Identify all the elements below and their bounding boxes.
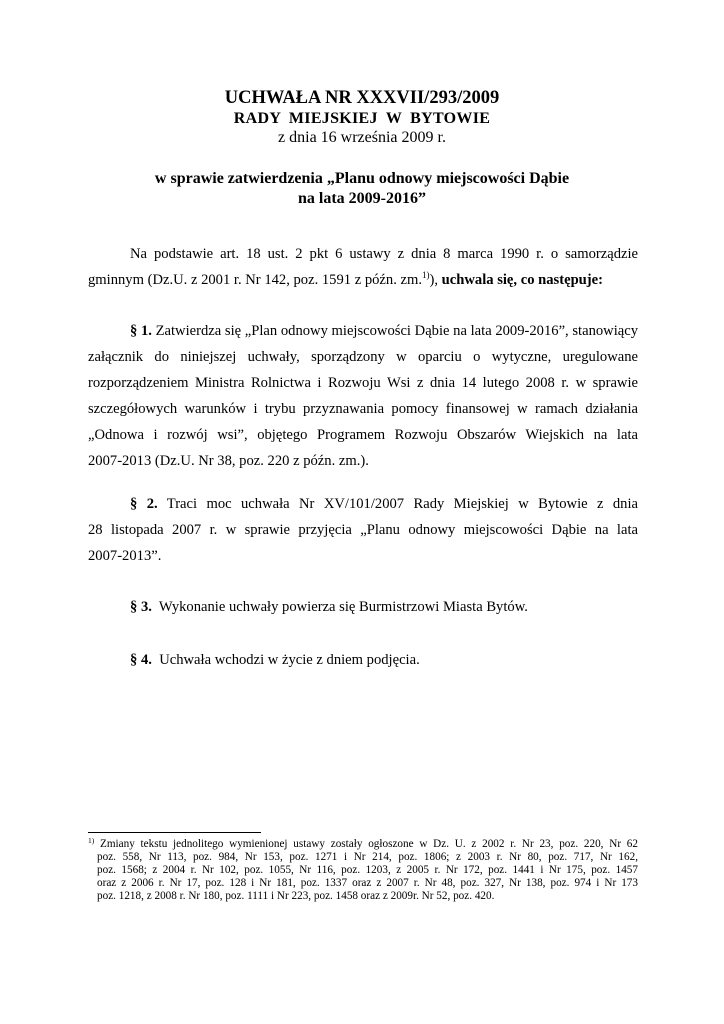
legal-basis-paragraph [88,241,638,293]
legal-basis-line: Na podstawie art. 18 ust. 2 pkt 6 ustawy z dnia 8 marca 1990 r. o samorządzie [130,246,638,262]
legal-basis-text: ), [429,272,442,288]
section-3-line [88,594,638,620]
section-2-line: 2007-2013”. [88,548,162,564]
footnote-separator [88,832,261,833]
section-mark: § 2. [130,496,158,512]
section-2-line [88,491,638,517]
section-mark: § 1. [130,323,152,339]
footnote-reference: 1) [421,270,430,280]
section-mark: § 3. [130,599,152,615]
section-1-line: szczegółowych warunków i trybu przyznawania pomocy finansowej w ramach działania [88,401,638,417]
resolution-title: UCHWAŁA NR XXXVII/293/2009 [224,88,500,108]
section-1-line: „Odnowa i rozwój wsi”, objętego Programem Rozwoju Obszarów Wiejskich na lata [88,427,638,443]
council-name: RADY MIEJSKIEJ W BYTOWIE [233,110,491,127]
footnote [88,838,638,903]
section-4-paragraph [88,647,638,673]
section-4-line [88,647,638,673]
enacting-clause: uchwala się, co następuje: [441,272,603,288]
section-3-paragraph [88,594,638,620]
section-2-line: 28 listopada 2007 r. w sprawie przyjęcia „Planu odnowy miejscowości Dąbie na lata [88,522,638,538]
section-1-line: rozporządzeniem Ministra Rolnictwa i Rozwoju Wsi z dnia 14 lutego 2008 r. w sprawie [88,375,638,391]
legal-basis-text: gminnym (Dz.U. z 2001 r. Nr 142, poz. 1591 z późn. zm. [88,272,422,288]
footnote-line: oraz z 2006 r. Nr 17, poz. 128 i Nr 181, poz. 1337 oraz z 2007 r. Nr 48, poz. 327, Nr 138, poz. 974 i Nr 173 [97,876,638,889]
footnote-line [88,838,638,851]
section-1-paragraph [88,318,638,474]
section-text: Zatwierdza się „Plan odnowy miejscowości Dąbie na lata 2009-2016”, stanowiący [151,323,639,339]
footnote-text: Zmiany tekstu jednolitego wymienionej ustawy zostały ogłoszone w Dz. U. z 2002 r. Nr 23, poz. 220, Nr 62 [94,838,638,850]
section-text: Uchwała wchodzi w życie z dniem podjęcia. [151,652,420,668]
resolution-date: z dnia 16 września 2009 r. [278,129,446,146]
footnote-line: poz. 1218, z 2008 r. Nr 180, poz. 1111 i Nr 223, poz. 1458 oraz z 2009r. Nr 52, poz. 420. [97,889,495,902]
section-1-line: załącznik do niniejszej uchwały, sporządzony w oparciu o wytyczne, uregulowane [88,349,638,365]
section-2-paragraph [88,491,638,569]
footnote-line: poz. 558, Nr 113, poz. 984, Nr 153, poz. 1271 i Nr 214, poz. 1806; z 2003 r. Nr 80, poz. 717, Nr 162, [97,850,638,863]
subject-line-1: w sprawie zatwierdzenia „Planu odnowy miejscowości Dąbie [154,170,570,187]
legal-basis-line [88,267,638,293]
section-text: Wykonanie uchwały powierza się Burmistrzowi Miasta Bytów. [151,599,528,615]
section-mark: § 4. [130,652,152,668]
section-1-line [88,318,638,344]
section-1-line: 2007-2013 (Dz.U. Nr 38, poz. 220 z późn. zm.). [88,453,369,469]
footnote-marker: 1) [88,836,95,845]
footnote-line: poz. 1568; z 2004 r. Nr 102, poz. 1055, Nr 116, poz. 1203, z 2005 r. Nr 172, poz. 1441 i Nr 175, poz. 1457 [97,863,638,876]
section-text: Traci moc uchwała Nr XV/101/2007 Rady Miejskiej w Bytowie z dnia [157,496,639,512]
subject-line-2: na lata 2009-2016” [298,190,426,207]
